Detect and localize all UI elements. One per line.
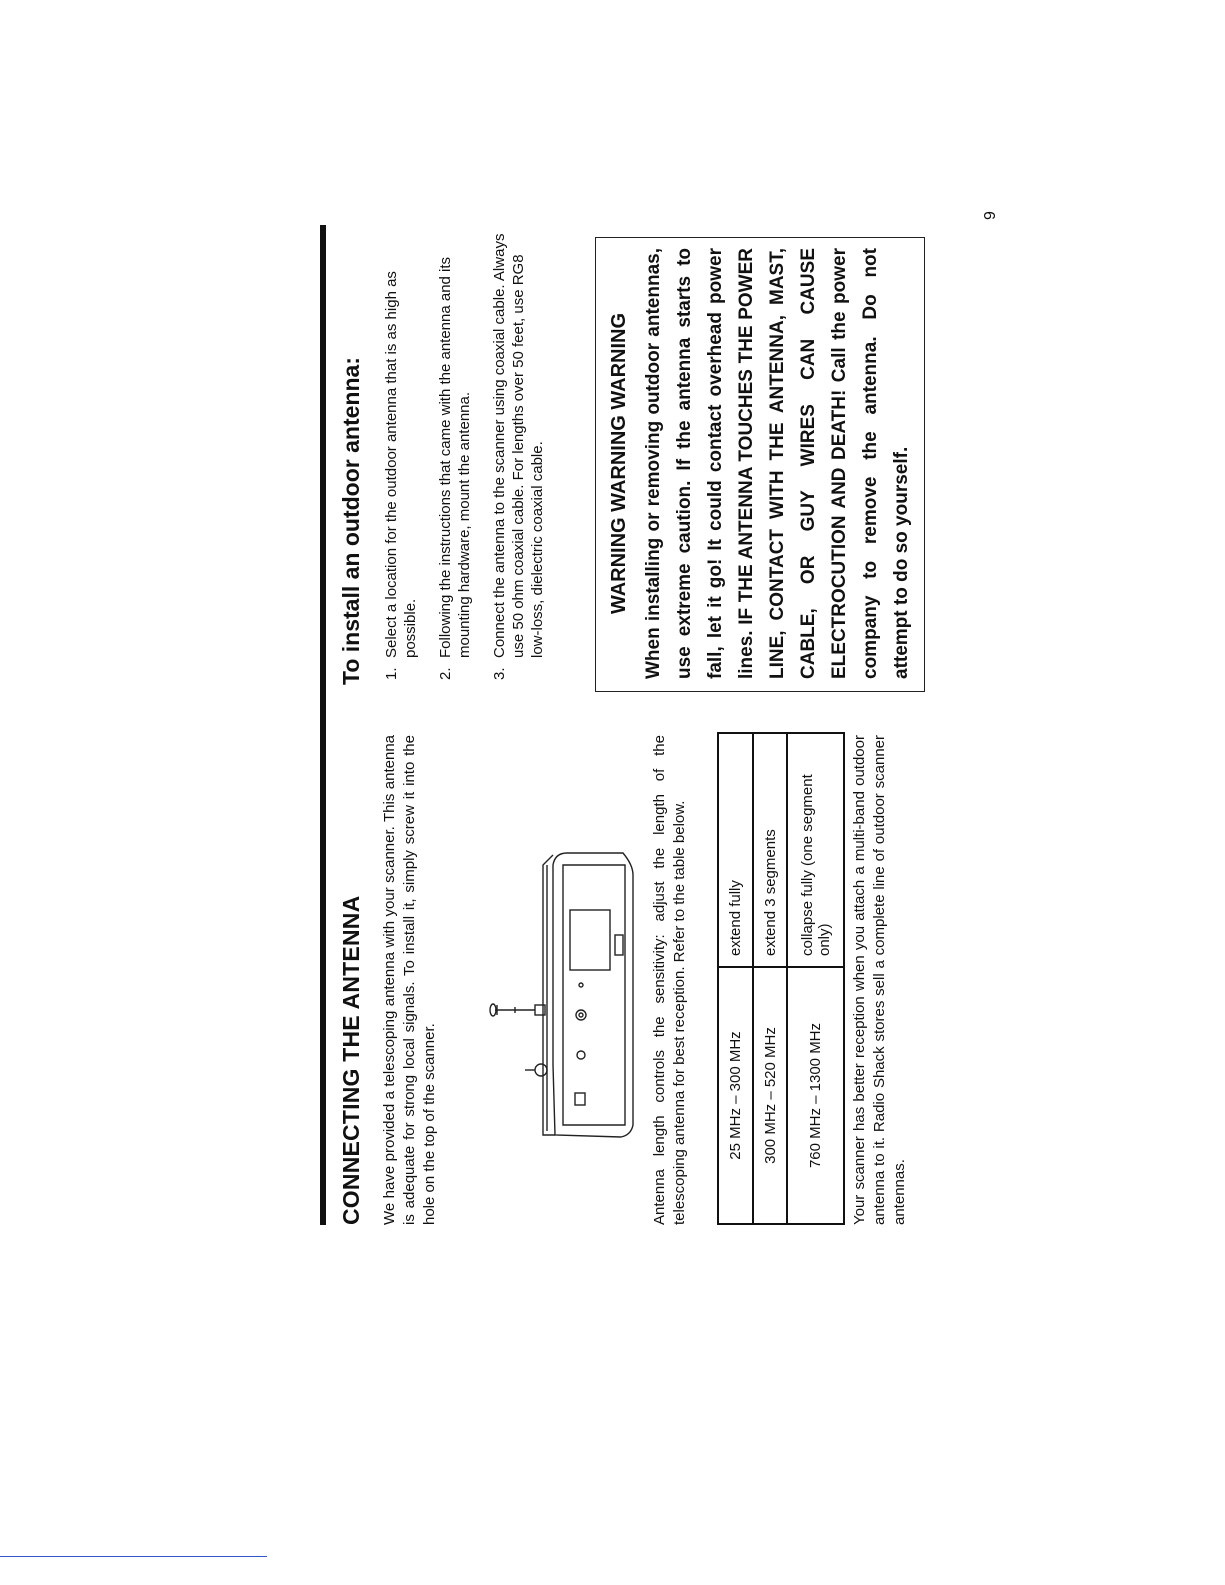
table-cell-range: 25 MHz – 300 MHz: [718, 967, 753, 1224]
sensitivity-paragraph: Antenna length controls the sensitivity: adjust the length of the telescoping antenna for best reception. Refer to the table below.: [651, 735, 688, 1225]
intro-paragraph: We have provided a telescoping antenna with your scanner. This antenna is adequate for strong local signals. To install it, simply screw it into the hole on the top of the scanner.: [381, 735, 438, 1225]
table-cell-action: collapse fully (one segment only): [787, 733, 844, 967]
warning-box: [595, 237, 925, 692]
table-cell-range: 300 MHz – 520 MHz: [753, 967, 788, 1224]
table-row: [753, 733, 788, 1224]
step-text: Following the instructions that came with the antenna and its mounting hardware, mount the antenna.: [437, 256, 473, 658]
rotated-page: [320, 211, 1020, 1225]
section-title-connecting: CONNECTING THE ANTENNA: [338, 895, 364, 1225]
list-item: [382, 225, 420, 680]
table-row: [718, 733, 753, 1224]
outro-paragraph: Your scanner has better reception when you attach a multi-band outdoor antenna to it. Radio Shack stores sell a complete line of outdoor scanner antennas.: [851, 735, 908, 1225]
warning-text: When installing or removing outdoor antennas, use extreme caution. If the antenna starts to fall, let it go! It could contact overhead power lines. IF THE ANTENNA TOUCHES THE POWER LINE, CONTACT WITH THE ANTENNA, MAST, CABLE, OR GUY WIRES CAN CAUSE ELECTROCUTION AND DEATH! Call the power company to remove the antenna. Do not attempt to do so yourself.: [643, 248, 912, 679]
table-cell-action: extend 3 segments: [753, 733, 788, 967]
page-number: 9: [982, 211, 999, 220]
section-title-outdoor: To install an outdoor antenna:: [338, 357, 364, 685]
table-cell-range: 760 MHz – 1300 MHz: [787, 967, 844, 1224]
warning-title: WARNING WARNING WARNING: [608, 312, 630, 615]
table-row: [787, 733, 844, 1224]
list-item: [436, 225, 474, 680]
bottom-link-underline: [0, 1556, 267, 1557]
step-text: Connect the antenna to the scanner using coaxial cable. Always use 50 ohm coaxial cable. For lengths over 50 feet, use RG8 low-loss, dielectric coaxial cable.: [491, 233, 546, 658]
step-number: 3.: [491, 667, 508, 680]
step-text: Select a location for the outdoor antenna that is as high as possible.: [383, 271, 419, 658]
scanner-antenna-illustration: [485, 845, 635, 1165]
step-number: 1.: [383, 667, 400, 680]
top-rule: [320, 225, 326, 1225]
install-steps-list: [382, 225, 563, 680]
antenna-length-table: [717, 732, 845, 1225]
step-number: 2.: [437, 667, 454, 680]
list-item: [490, 225, 547, 680]
table-cell-action: extend fully: [718, 733, 753, 967]
